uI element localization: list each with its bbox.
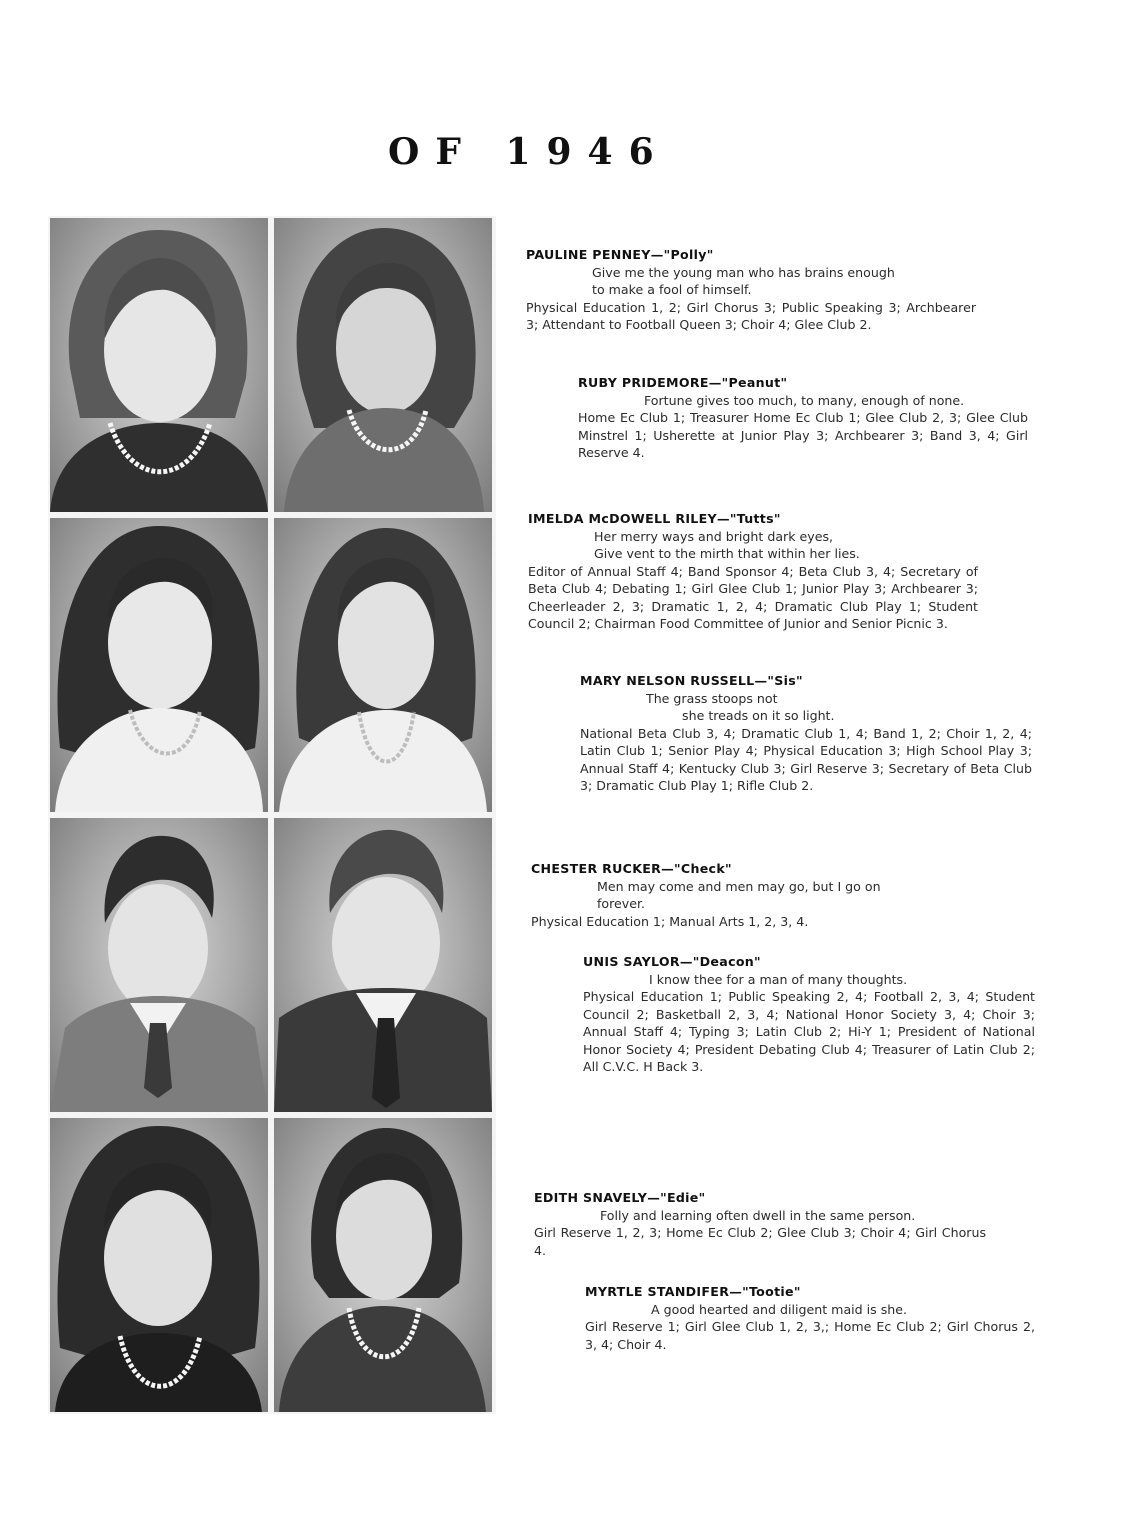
- quote-line: forever.: [597, 896, 646, 911]
- entry-name: MYRTLE STANDIFER—"Tootie": [585, 1284, 801, 1299]
- entry-imelda-mcdowell-riley: [528, 510, 978, 633]
- female-portrait-icon: [50, 1118, 268, 1412]
- quote-line: Give me the young man who has brains enough: [592, 264, 895, 280]
- quote-line: I know thee for a man of many thoughts.: [649, 971, 908, 987]
- entry-edith-snavely: [534, 1189, 986, 1259]
- quote-line: Fortune gives too much, to many, enough of none.: [644, 392, 965, 408]
- entry-name: RUBY PRIDEMORE—"Peanut": [578, 375, 788, 390]
- photo-grid: [48, 216, 496, 1414]
- female-portrait-icon: [50, 518, 268, 812]
- female-portrait-icon: [50, 218, 268, 512]
- quote-line: Her merry ways and bright dark eyes,: [594, 528, 834, 544]
- portrait-chester-rucker: [50, 818, 268, 1112]
- entry-name: IMELDA McDOWELL RILEY—"Tutts": [528, 511, 781, 526]
- quote-line: The grass stoops not: [646, 690, 778, 706]
- portrait-imelda-mcdowell-riley: [50, 518, 268, 812]
- entry-ruby-pridemore: [578, 374, 1028, 462]
- quote-line: Give vent to the mirth that within her lies.: [594, 546, 860, 561]
- entry-activities: Physical Education 1; Manual Arts 1, 2, 3, 4.: [531, 913, 809, 929]
- portrait-mary-nelson-russell: [274, 518, 492, 812]
- entry-name: MARY NELSON RUSSELL—"Sis": [580, 673, 803, 688]
- entry-myrtle-standifer: [585, 1283, 1035, 1353]
- entry-quote: [583, 971, 1035, 989]
- entry-activities: National Beta Club 3, 4; Dramatic Club 1, 4; Band 1, 2; Choir 1, 2, 4; Latin Club 1; Senior Play 4; Physical Education 3; High School Play 3; Annual Staff 4; Kentucky Club 3; Girl Reserve 3; Secretary of Beta Club 3; Dramatic Club Play 1; Rifle Club 2.: [580, 725, 1032, 793]
- entry-activities: Girl Reserve 1, 2, 3; Home Ec Club 2; Glee Club 3; Choir 4; Girl Chorus 4.: [534, 1225, 986, 1258]
- portrait-edith-snavely: [50, 1118, 268, 1412]
- quote-line: Folly and learning often dwell in the same person.: [600, 1207, 916, 1223]
- page-title: OF 1946: [388, 131, 670, 173]
- male-portrait-icon: [274, 818, 492, 1112]
- entry-activities: Home Ec Club 1; Treasurer Home Ec Club 1; Glee Club 2, 3; Glee Club Minstrel 1; Usherette at Junior Play 3; Archbearer 3; Band 3, 4; Girl Reserve 4.: [578, 410, 1028, 460]
- entry-quote: [585, 1301, 1035, 1319]
- entry-unis-saylor: [583, 953, 1035, 1076]
- entry-activities: Girl Reserve 1; Girl Glee Club 1, 2, 3,; Home Ec Club 2; Girl Chorus 2, 3, 4; Choir 4.: [585, 1319, 1035, 1352]
- entry-quote: [528, 528, 978, 563]
- portrait-pauline-penney: [50, 218, 268, 512]
- entry-activities: Physical Education 1; Public Speaking 2, 4; Football 2, 3, 4; Student Council 2; Basketball 2, 3, 4; National Honor Society 3, 4; Choir 3; Annual Staff 4; Typing 3; Latin Club 2; Hi-Y 1; President of National Honor Society 4; President Debating Club 4; Treasurer of Latin Club 2; All C.V.C. H Back 3.: [583, 989, 1035, 1074]
- entry-activities: Editor of Annual Staff 4; Band Sponsor 4; Beta Club 3, 4; Secretary of Beta Club 4; Debating 1; Girl Glee Club 1; Junior Play 3; Archbearer 3; Cheerleader 2, 3; Dramatic 1, 2, 4; Dramatic Club Play 1; Student Council 2; Chairman Food Committee of Junior and Senior Picnic 3.: [528, 563, 978, 631]
- entry-quote: [580, 690, 1032, 725]
- entry-quote: [578, 392, 1028, 410]
- entry-activities: Physical Education 1, 2; Girl Chorus 3; Public Speaking 3; Archbearer 3; Attendant to Football Queen 3; Choir 4; Glee Club 2.: [526, 299, 976, 332]
- female-portrait-icon: [274, 218, 492, 512]
- female-portrait-icon: [274, 1118, 492, 1412]
- quote-line: A good hearted and diligent maid is she.: [651, 1301, 908, 1317]
- portrait-myrtle-standifer: [274, 1118, 492, 1412]
- male-portrait-icon: [50, 818, 268, 1112]
- entry-name: PAULINE PENNEY—"Polly": [526, 247, 714, 262]
- entry-chester-rucker: [531, 860, 983, 930]
- entry-quote: [534, 1207, 986, 1225]
- entry-quote: [526, 264, 976, 299]
- entry-mary-nelson-russell: [580, 672, 1032, 795]
- portrait-ruby-pridemore: [274, 218, 492, 512]
- entry-name: CHESTER RUCKER—"Check": [531, 861, 732, 876]
- quote-line: to make a fool of himself.: [592, 282, 752, 297]
- female-portrait-icon: [274, 518, 492, 812]
- entry-pauline-penney: [526, 246, 976, 334]
- entry-name: UNIS SAYLOR—"Deacon": [583, 954, 761, 969]
- entry-name: EDITH SNAVELY—"Edie": [534, 1190, 706, 1205]
- portrait-unis-saylor: [274, 818, 492, 1112]
- quote-line: she treads on it so light.: [646, 708, 835, 723]
- entry-quote: [531, 878, 983, 913]
- quote-line: Men may come and men may go, but I go on: [597, 878, 881, 894]
